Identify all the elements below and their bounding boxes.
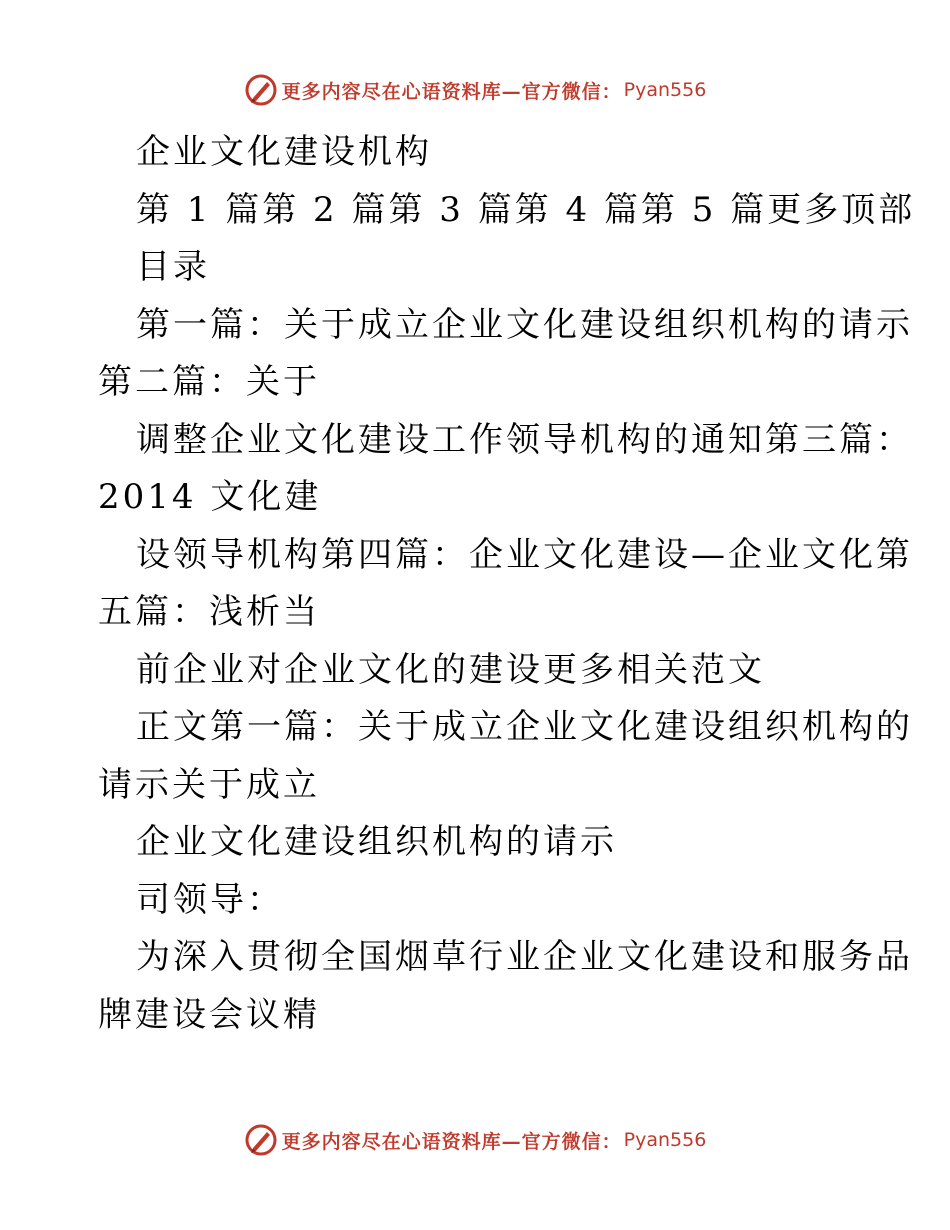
- doc-line: 调整企业文化建设工作领导机构的通知第三篇：: [136, 419, 913, 460]
- watermark-handle: Pyan556: [623, 79, 707, 101]
- watermark-text: 更多内容尽在心语资料库—官方微信：: [281, 1130, 622, 1153]
- doc-line: 第一篇：关于成立企业文化建设组织机构的请示: [136, 304, 913, 345]
- pen-logo-icon: [244, 1123, 278, 1157]
- doc-line: 五篇：浅析当: [98, 592, 320, 632]
- doc-line: 设领导机构第四篇：企业文化建设—企业文化第: [136, 534, 913, 575]
- doc-line: 第二篇：关于: [98, 362, 320, 402]
- watermark-handle: Pyan556: [623, 1129, 707, 1151]
- footer-watermark: [0, 1120, 950, 1160]
- doc-line: 司领导：: [136, 879, 284, 920]
- doc-line: 为深入贯彻全国烟草行业企业文化建设和服务品: [136, 937, 913, 977]
- pen-logo-icon: [244, 73, 278, 107]
- doc-line: 请示关于成立: [98, 764, 320, 805]
- doc-line: 2014 文化建: [98, 477, 322, 517]
- document-body: [98, 124, 916, 1044]
- doc-line: 牌建设会议精: [98, 994, 320, 1035]
- doc-line: 企业文化建设机构: [136, 132, 432, 172]
- watermark-text: 更多内容尽在心语资料库—官方微信：: [281, 80, 622, 103]
- doc-line: 目录: [136, 247, 210, 287]
- header-watermark: [0, 70, 950, 110]
- doc-line: 企业文化建设组织机构的请示: [136, 822, 617, 862]
- doc-line: 正文第一篇：关于成立企业文化建设组织机构的: [136, 707, 913, 747]
- doc-line: 前企业对企业文化的建设更多相关范文: [136, 649, 765, 690]
- doc-line: 第 1 篇第 2 篇第 3 篇第 4 篇第 5 篇更多顶部: [136, 189, 916, 230]
